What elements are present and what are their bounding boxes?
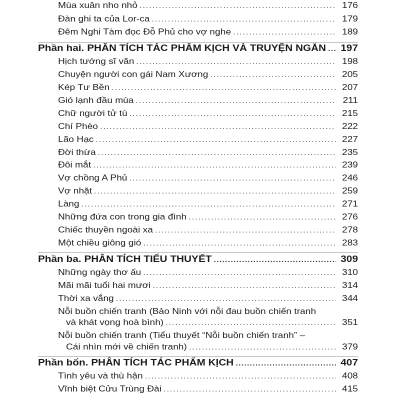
toc-entry <box>38 96 358 106</box>
toc-entry <box>38 57 358 67</box>
toc-entry <box>38 109 358 119</box>
dot-leader <box>166 318 336 328</box>
section-divider <box>38 356 358 357</box>
entry-page: 176 <box>341 0 358 11</box>
dot-leader <box>153 281 336 291</box>
toc-entry <box>38 294 358 304</box>
entry-title: Vợ chồng A Phủ <box>58 173 128 184</box>
entry-title: Những đứa con trong gia đình <box>58 212 187 223</box>
entry-page: 239 <box>341 160 358 171</box>
toc-entry <box>38 239 358 249</box>
entry-title: Chiếc thuyền ngoài xa <box>58 225 153 236</box>
dot-leader <box>152 15 336 25</box>
part-title: Phần bốn. PHÂN TÍCH TÁC PHẨM KỊCH <box>38 358 234 369</box>
toc-entry <box>38 122 358 132</box>
entry-page: 189 <box>341 27 358 38</box>
entry-title: Hịch tướng sĩ văn <box>58 57 135 67</box>
toc-entry <box>38 83 358 93</box>
entry-title: Tình yêu và thù hận <box>58 371 143 382</box>
entry-page: 314 <box>341 281 358 291</box>
toc-entry <box>38 28 358 38</box>
toc-entry <box>38 70 358 80</box>
dot-leader <box>129 109 336 119</box>
dot-leader <box>233 28 336 38</box>
toc-entry <box>38 187 358 197</box>
dot-leader <box>145 372 336 382</box>
entry-page: 278 <box>341 225 358 236</box>
dot-leader <box>214 255 336 265</box>
entry-page: 246 <box>341 173 358 184</box>
entry-title: Làng <box>58 199 80 210</box>
entry-page: 227 <box>341 134 358 145</box>
entry-title: Nỗi buồn chiến tranh (Tiểu thuyết “Nỗi buồn chiến tranh” – <box>58 331 306 341</box>
entry-page: 215 <box>341 108 358 119</box>
entry-title: Gió lạnh đầu mùa <box>58 95 134 106</box>
dot-leader <box>210 70 336 80</box>
dot-leader <box>96 135 336 145</box>
entry-page: 198 <box>341 57 358 67</box>
dot-leader <box>143 239 336 249</box>
entry-page: 408 <box>341 371 358 382</box>
entry-page: 379 <box>341 342 358 352</box>
section-divider <box>38 252 358 253</box>
toc-entry-continuation <box>38 318 358 328</box>
entry-page: 344 <box>341 293 358 304</box>
entry-page: 283 <box>341 238 358 249</box>
entry-title-continued: và khát vọng hoà bình) <box>66 318 164 328</box>
dot-leader <box>236 359 336 369</box>
toc-entry <box>38 15 358 25</box>
entry-title: Đời thừa <box>58 147 96 158</box>
entry-page: 205 <box>341 70 358 80</box>
part-page: 197 <box>340 44 358 54</box>
dot-leader <box>116 294 336 304</box>
entry-page: 276 <box>341 212 358 223</box>
toc-entry-multiline <box>38 307 358 317</box>
toc-entry <box>38 200 358 210</box>
entry-title: Đêm Nghi Tàm đọc Đỗ Phủ cho vợ nghe <box>58 27 232 38</box>
toc-entry <box>38 268 358 278</box>
dot-leader <box>93 161 336 171</box>
entry-title: Thời xa vắng <box>58 293 114 304</box>
entry-page: 222 <box>341 121 358 132</box>
dot-leader <box>139 1 336 11</box>
entry-title: Mùa xuân nho nhỏ <box>58 0 138 11</box>
dot-leader <box>81 200 336 210</box>
part-heading <box>38 255 358 265</box>
dot-leader <box>136 96 336 106</box>
entry-title: Chuyện người con gái Nam Xương <box>58 70 209 80</box>
section-divider <box>38 42 358 43</box>
dot-leader <box>129 174 336 184</box>
dot-leader <box>94 187 336 197</box>
dot-leader <box>189 342 336 352</box>
dot-leader <box>112 83 336 93</box>
entry-page: 207 <box>341 83 358 93</box>
part-heading <box>38 359 358 369</box>
entry-page: 259 <box>341 186 358 197</box>
part-page: 309 <box>340 255 358 265</box>
dot-leader <box>98 148 336 158</box>
entry-title: Một chiều giông gió <box>58 238 142 249</box>
toc-entry-multiline <box>38 331 358 341</box>
entry-title-continued: Cái nhìn mới về chiến tranh) <box>66 342 187 352</box>
dot-leader <box>328 44 336 54</box>
toc-entry <box>38 226 358 236</box>
dot-leader <box>143 268 336 278</box>
entry-title: Đàn ghi ta của Lor-ca <box>58 14 150 25</box>
entry-page: 415 <box>341 384 358 395</box>
dot-leader <box>163 385 336 395</box>
entry-page: 351 <box>341 318 358 328</box>
toc-entry <box>38 385 358 395</box>
entry-page: 235 <box>341 147 358 158</box>
entry-title: Chí Phèo <box>58 121 99 132</box>
entry-title: Đôi mắt <box>58 160 92 171</box>
entry-title: Những ngày thơ ấu <box>58 268 142 278</box>
toc-entry <box>38 148 358 158</box>
part-title: Phần ba. PHÂN TÍCH TIỂU THUYẾT <box>38 255 212 265</box>
entry-title: Kép Tư Bền <box>58 83 110 93</box>
dot-leader <box>155 226 336 236</box>
dot-leader <box>100 122 336 132</box>
entry-title: Vĩnh biệt Cửu Trùng Đài <box>58 384 162 395</box>
toc-entry <box>38 213 358 223</box>
entry-title: Chữ người tử tù <box>58 108 128 119</box>
entry-title: Mãi mãi tuổi hai mươi <box>58 281 151 291</box>
toc-entry <box>38 372 358 382</box>
part-heading <box>38 44 358 54</box>
dot-leader <box>136 57 336 67</box>
entry-page: 211 <box>342 95 358 106</box>
entry-page: 179 <box>341 14 358 25</box>
dot-leader <box>189 213 336 223</box>
part-page: 407 <box>340 358 358 369</box>
toc-entry <box>38 1 358 11</box>
entry-title: Vợ nhặt <box>58 186 93 197</box>
toc-entry <box>38 281 358 291</box>
part-title: Phần hai. PHÂN TÍCH TÁC PHẨM KỊCH VÀ TRUYỆN NGẮN <box>38 44 327 54</box>
entry-page: 310 <box>341 268 358 278</box>
entry-title: Lão Hạc <box>58 134 94 145</box>
toc-entry <box>38 161 358 171</box>
entry-page: 271 <box>341 199 358 210</box>
toc-entry-continuation <box>38 342 358 352</box>
entry-title: Nỗi buồn chiến tranh (Bảo Ninh với nỗi đau buồn chiến tranh <box>58 306 317 317</box>
toc-entry <box>38 174 358 184</box>
toc-entry <box>38 135 358 145</box>
